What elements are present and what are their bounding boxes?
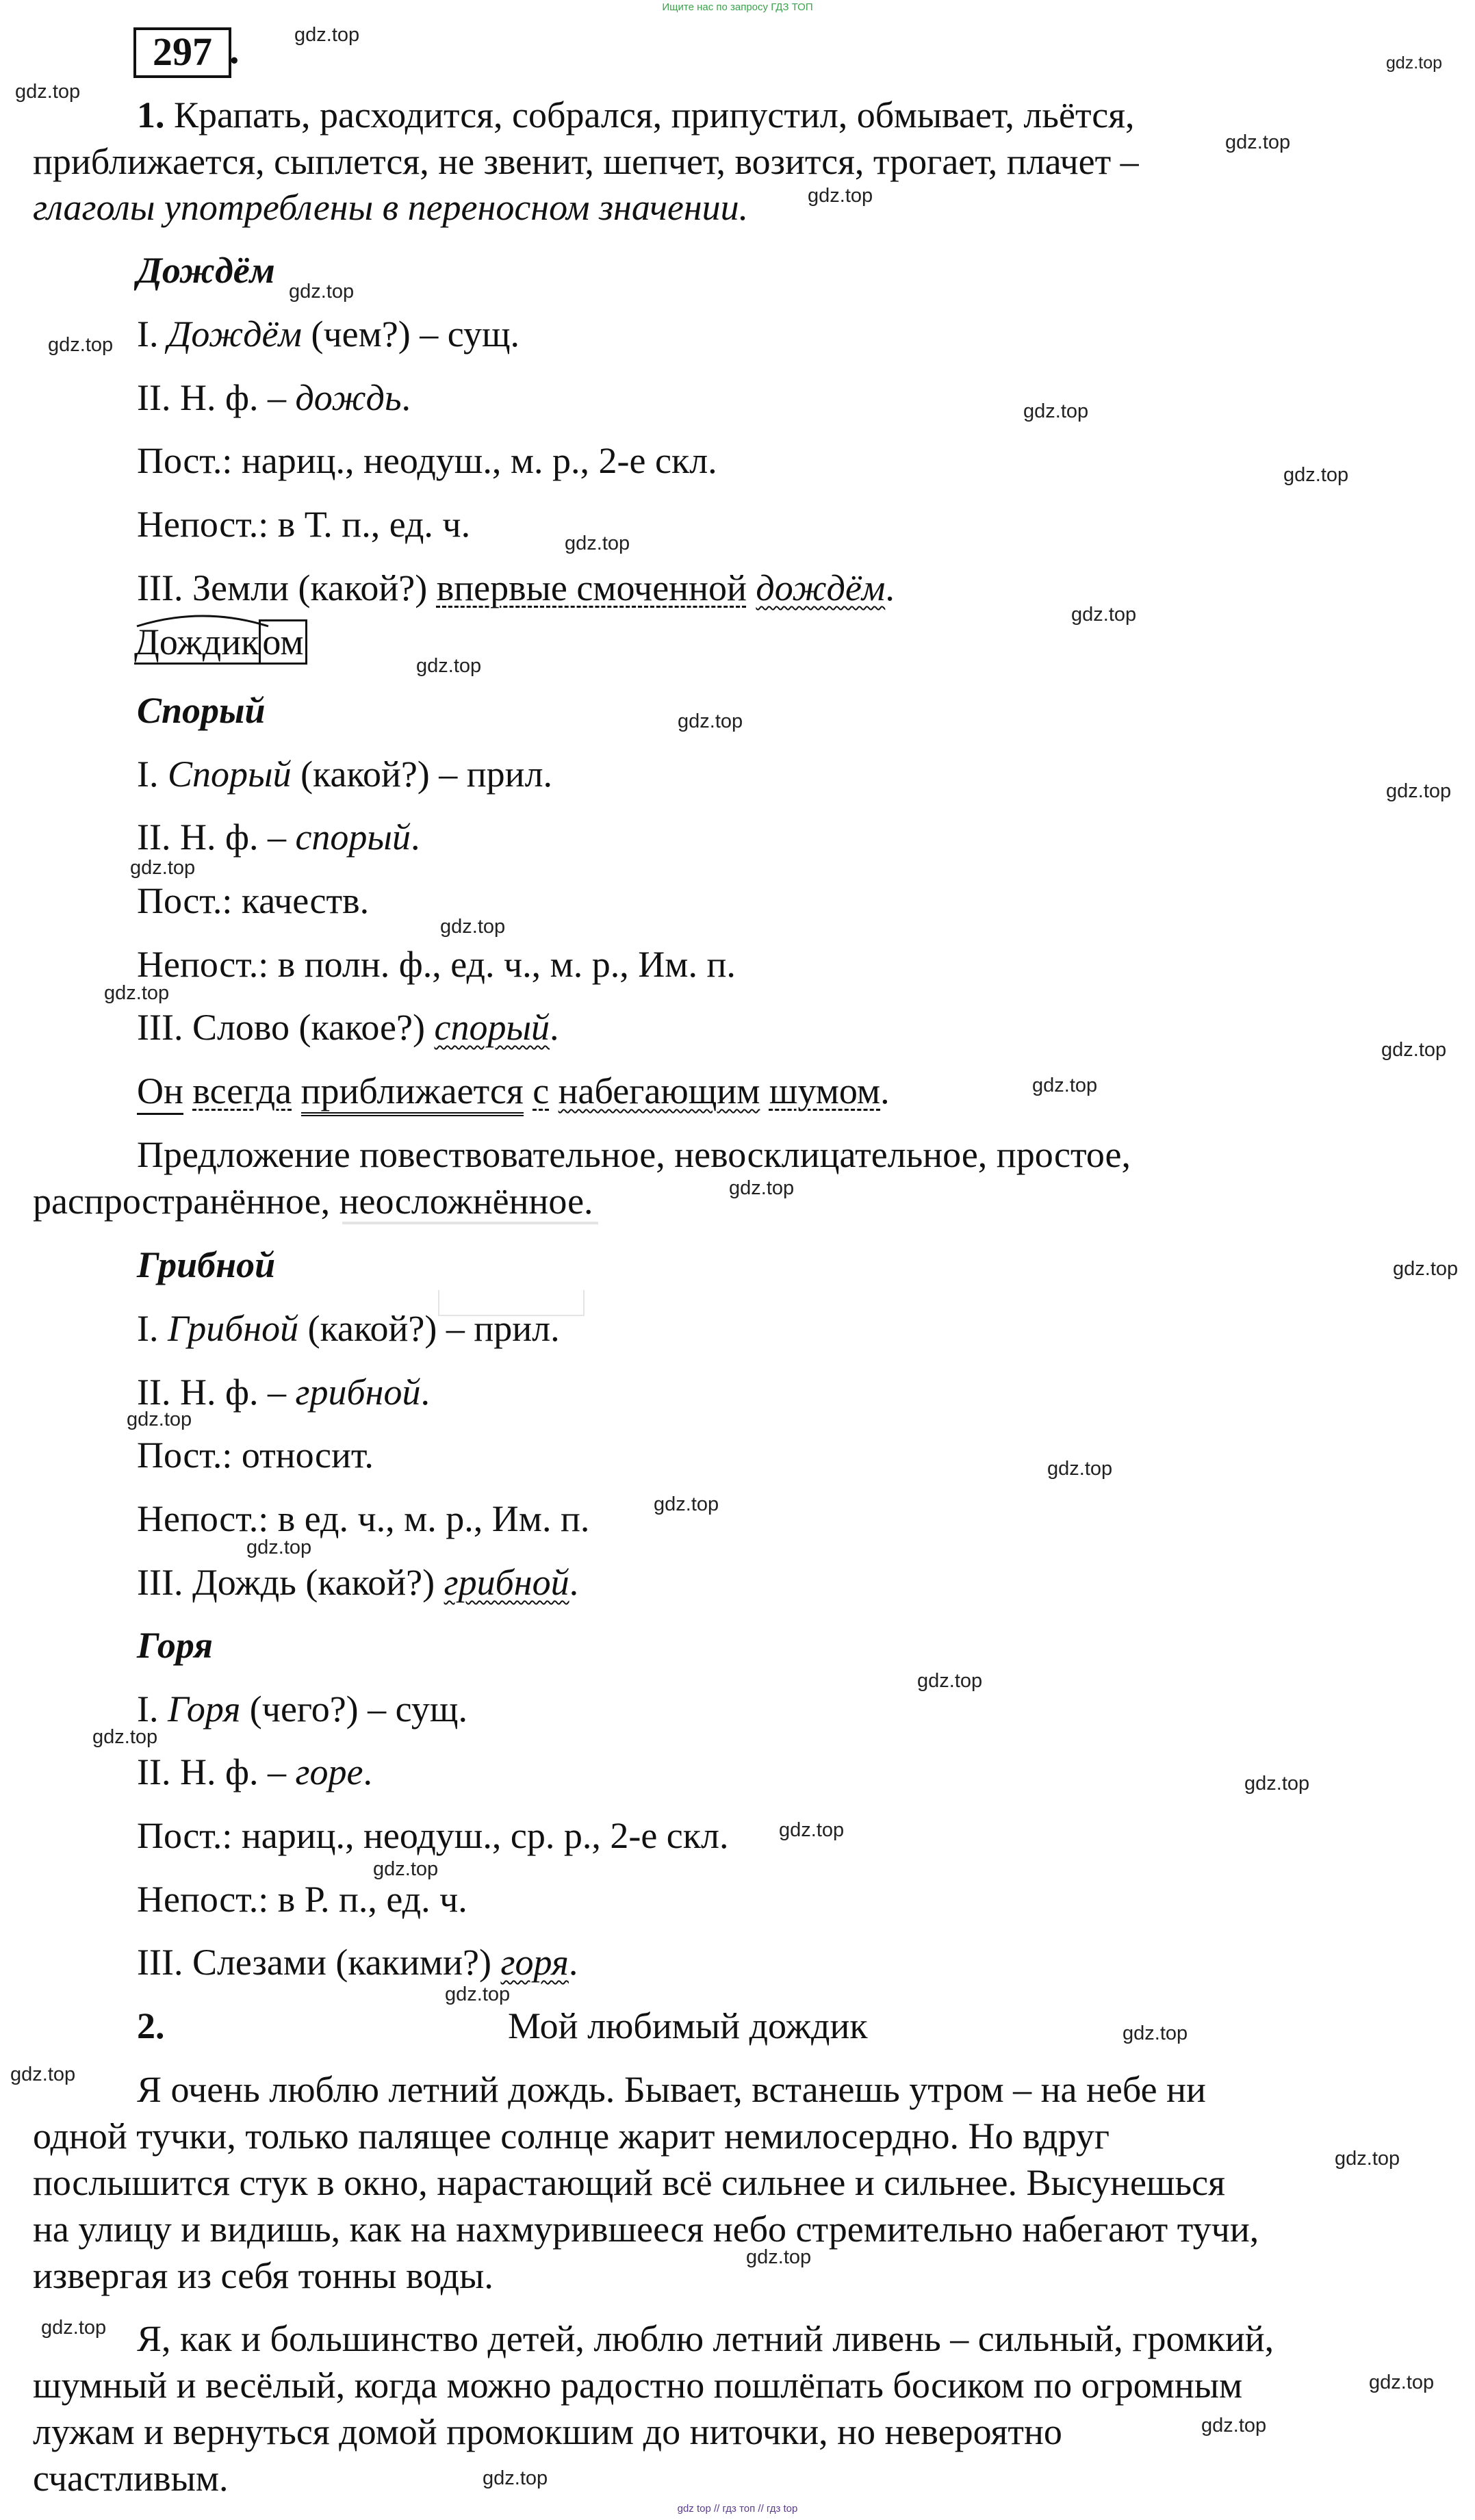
watermark: gdz.top: [1393, 1258, 1459, 1280]
watermark: gdz.top: [1071, 604, 1137, 626]
word2-line1: I. Спорый (какой?) – прил.: [137, 754, 553, 795]
watermark: gdz.top: [1225, 131, 1291, 153]
part1-line3: глаголы употреблены в переносном значении.: [33, 187, 749, 228]
footer-note: gdz top // гдз топ // гдз top: [677, 2503, 798, 2515]
essay-p2-line3: лужам и вернуться домой промокшим до ниточки, но невероятно: [33, 2411, 1062, 2452]
watermark: gdz.top: [10, 2063, 76, 2085]
word2-line3: Пост.: качеств.: [137, 880, 370, 921]
word2-line5: III. Слово (какое?) спорый.: [137, 1007, 559, 1048]
watermark: gdz.top: [445, 1983, 511, 2005]
word3-line2: II. Н. ф. – грибной.: [137, 1372, 430, 1413]
sentence-line: Он всегда приближается с набегающим шумом.: [137, 1068, 890, 1114]
essay-title: Мой любимый дождик: [508, 2005, 868, 2046]
watermark: gdz.top: [294, 24, 360, 46]
word2-line4: Непост.: в полн. ф., ед. ч., м. р., Им. п.: [137, 944, 736, 985]
sentence-predicate: приближается: [301, 1070, 524, 1116]
watermark: gdz.top: [678, 710, 743, 732]
essay-p1-line5: извергая из себя тонны воды.: [33, 2255, 493, 2296]
exercise-number: 297: [133, 27, 231, 78]
watermark: gdz.top: [654, 1493, 719, 1515]
watermark: gdz.top: [729, 1177, 795, 1199]
watermark: gdz.top: [246, 1537, 312, 1558]
word4-line1: I. Горя (чего?) – сущ.: [137, 1688, 467, 1730]
essay-p1-line3: послышится стук в окно, нарастающий всё сильнее и сильнее. Высунешься: [33, 2162, 1225, 2203]
watermark: gdz.top: [41, 2317, 107, 2339]
watermark: gdz.top: [808, 185, 873, 207]
watermark: gdz.top: [373, 1858, 439, 1880]
watermark: gdz.top: [104, 982, 170, 1004]
word1-line1: I. Дождём (чем?) – сущ.: [137, 313, 520, 355]
word3-line3: Пост.: относит.: [137, 1435, 374, 1476]
part1-line2: приближается, сыплется, не звенит, шепчет, возится, трогает, плачет –: [33, 141, 1139, 182]
header-note: Ищите нас по запросу ГДЗ ТОП: [662, 1, 813, 13]
watermark: gdz.top: [746, 2246, 812, 2268]
watermark: gdz.top: [917, 1670, 983, 1692]
morpheme-parse: [134, 619, 307, 665]
part2-number: 2.: [137, 2005, 165, 2046]
word4-line4: Непост.: в Р. п., ед. ч.: [137, 1879, 467, 1920]
essay-p2-line4: счастливым.: [33, 2458, 229, 2499]
watermark: gdz.top: [1335, 2148, 1400, 2170]
sentence-attribute: набегающим: [558, 1070, 760, 1111]
watermark: gdz.top: [127, 1409, 192, 1430]
root-arc: [134, 608, 298, 629]
sentence-adverbial: всегда: [192, 1070, 292, 1111]
part1-line1: 1. Крапать, расходится, собрался, припустил, обмывает, льётся,: [137, 94, 1135, 136]
word-title-sporyi: Спорый: [137, 690, 266, 731]
word4-line5: III. Слезами (какими?) горя.: [137, 1942, 578, 1983]
word-title-gorya: Горя: [137, 1625, 213, 1666]
watermark: gdz.top: [565, 532, 630, 554]
word1-line5: III. Земли (какой?) впервые смоченной дождём.: [137, 567, 895, 608]
watermark: gdz.top: [779, 1819, 845, 1841]
watermark: gdz.top: [1381, 1039, 1447, 1061]
sentence-subject: Он: [137, 1070, 183, 1115]
watermark: gdz.top: [15, 81, 81, 103]
morph-ending: ом: [259, 619, 307, 665]
watermark: gdz.top: [1369, 2371, 1435, 2393]
watermark: gdz.top: [92, 1726, 158, 1748]
faint-scheme-line: [342, 1222, 598, 1224]
word2-line2: II. Н. ф. – спорый.: [137, 817, 420, 858]
word4-line3: Пост.: нариц., неодуш., ср. р., 2-е скл.: [137, 1815, 729, 1856]
essay-p1-line4: на улицу и видишь, как на нахмурившееся небо стремительно набегают тучи,: [33, 2209, 1259, 2250]
word3-line4: Непост.: в ед. ч., м. р., Им. п.: [137, 1498, 590, 1539]
watermark: gdz.top: [440, 916, 506, 938]
watermark: gdz.top: [1201, 2415, 1267, 2437]
watermark: gdz.top: [1386, 53, 1443, 73]
part1-number: 1.: [137, 94, 165, 136]
word1-line2: II. Н. ф. – дождь.: [137, 377, 411, 418]
watermark: gdz.top: [289, 281, 355, 303]
sentence-analysis-line2: распространённое, неосложнённое.: [33, 1181, 593, 1222]
watermark: gdz.top: [1123, 2022, 1188, 2044]
essay-p1-line1: Я очень люблю летний дождь. Бывает, встанешь утром – на небе ни: [137, 2069, 1206, 2110]
exercise-number-dot: .: [229, 27, 240, 72]
word3-line5: III. Дождь (какой?) грибной.: [137, 1562, 579, 1603]
essay-p2-line2: шумный и весёлый, когда можно радостно пошлёпать босиком по огромным: [33, 2365, 1243, 2406]
watermark: gdz.top: [48, 334, 114, 356]
sentence-analysis-line1: Предложение повествовательное, невосклицательное, простое,: [137, 1134, 1131, 1175]
watermark: gdz.top: [1023, 400, 1089, 422]
word1-line4: Непост.: в Т. п., ед. ч.: [137, 504, 471, 545]
word4-line2: II. Н. ф. – горе.: [137, 1751, 372, 1792]
essay-p1-line2: одной тучки, только палящее солнце жарит немилосердно. Но вдруг: [33, 2116, 1110, 2157]
watermark: gdz.top: [483, 2467, 548, 2489]
watermark: gdz.top: [416, 655, 482, 677]
watermark: gdz.top: [1386, 780, 1452, 802]
word3-line1: I. Грибной (какой?) – прил.: [137, 1308, 560, 1349]
watermark: gdz.top: [1283, 464, 1349, 486]
watermark: gdz.top: [130, 857, 196, 879]
essay-p2-line1: Я, как и большинство детей, люблю летний ливень – сильный, громкий,: [137, 2318, 1274, 2359]
watermark: gdz.top: [1244, 1773, 1310, 1795]
watermark: gdz.top: [1032, 1075, 1098, 1096]
word-title-dozhdem: Дождём: [137, 250, 275, 291]
word-title-gribnoi: Грибной: [137, 1244, 276, 1285]
morph-word-stem: Дождик: [134, 621, 259, 665]
watermark: gdz.top: [1047, 1458, 1113, 1480]
word1-line3: Пост.: нариц., неодуш., м. р., 2-е скл.: [137, 440, 717, 481]
